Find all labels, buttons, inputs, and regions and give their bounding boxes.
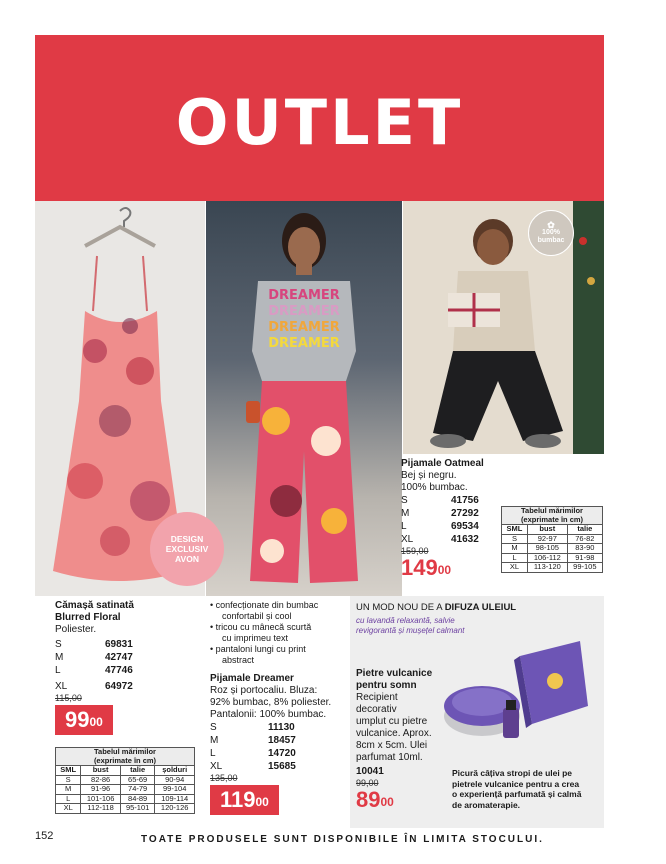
product-photo-dreamer-pajamas	[206, 201, 402, 596]
product-photo-volcanic-stones	[440, 636, 590, 761]
product-description: Bej și negru. 100% bumbac.	[401, 470, 468, 493]
badge-line: bumbac	[537, 237, 565, 244]
badge-line: EXCLUSIV	[165, 544, 209, 554]
design-exclusive-badge	[150, 512, 224, 586]
code-row: S 69831	[55, 639, 133, 650]
svg-text:DREAMER: DREAMER	[268, 320, 340, 335]
product-title: Pietre vulcanice pentru somn	[356, 668, 433, 691]
product-title: Cămașă satinată Blurred Floral	[55, 600, 134, 623]
banner-title: OUTLET	[175, 85, 464, 159]
old-price: 115,00	[55, 693, 82, 703]
price-tag: $99^{00}$	[55, 705, 113, 735]
svg-text:DREAMER: DREAMER	[268, 288, 340, 303]
list-item: • tricou cu mânecă scurtă	[210, 622, 312, 632]
badge-line: 100%	[542, 229, 560, 236]
cotton-badge	[528, 210, 574, 256]
product-oatmeal	[401, 458, 601, 580]
list-item: • confecționate din bumbac	[210, 600, 319, 610]
price-tag: $89^{00}$	[356, 787, 394, 812]
price-tag: $119^{00}$	[210, 785, 279, 815]
product-blurred-floral	[55, 600, 195, 814]
code-row: S 11130	[210, 722, 295, 733]
product-title: Pijamale Dreamer	[210, 673, 294, 684]
footer-note: TOATE PRODUSELE SUNT DISPONIBILE ÎN LIMITA STOCULUI.	[141, 834, 544, 845]
code-row: L 69534	[401, 521, 479, 532]
svg-text:DREAMER: DREAMER	[268, 304, 340, 319]
product-codes	[210, 721, 350, 773]
product-title: Pijamale Oatmeal	[401, 458, 484, 469]
code-row: XL 15685	[210, 761, 296, 772]
size-table: Tabelul mărimilor (exprimate în cm) SML bust talie S 92-97 76-82 M 98-105 83-90 L 106-112 91-98 XL 113-120 99-105	[501, 506, 603, 573]
svg-text:DREAMER: DREAMER	[268, 336, 340, 351]
old-price: 159,00	[401, 546, 429, 556]
list-item: • pantaloni lungi cu print	[210, 644, 306, 654]
product-photo-oatmeal-pajamas	[403, 201, 604, 454]
price-tag: $149^{00}$	[401, 555, 452, 580]
diffuser-tagline: cu lavandă relaxantă, salvie revigorantă și mușețel calmant	[356, 616, 465, 635]
badge-line: AVON	[175, 554, 199, 564]
old-price: 135,00	[210, 773, 238, 783]
code-row: L 14720	[210, 748, 296, 759]
product-dreamer	[210, 600, 350, 815]
product-description: Poliester.	[55, 624, 97, 635]
product-description: Roz și portocaliu. Bluza: 92% bumbac, 8% poliester. Pantalonii: 100% bumbac.	[210, 685, 332, 720]
list-item: cu imprimeu text	[222, 633, 289, 643]
code-row: M 18457	[210, 735, 296, 746]
code-row: XL 64972	[55, 681, 133, 692]
size-table: Tabelul mărimilor (exprimate în cm) SML bust talie șolduri S 82-86 65-69 90-94 M 91-96 74-79 99-104 L 101-106 84-89 109-114 XL 112-118 95-101 120-126	[55, 747, 195, 814]
old-price: 99,00	[356, 778, 379, 788]
list-item: abstract	[222, 655, 255, 665]
code-row: M 42747	[55, 652, 133, 663]
list-item: confortabil și cool	[222, 611, 292, 621]
cotton-icon: ✿	[547, 220, 555, 230]
badge-line: DESIGN	[170, 534, 204, 544]
page-number: 152	[35, 830, 54, 842]
diffuser-heading: UN MOD NOU DE A DIFUZA ULEIUL	[356, 602, 517, 613]
code-row: M 27292	[401, 508, 479, 519]
product-description: Recipient decorativ umplut cu pietre vulcanice. Aprox. 8cm x 5cm. Ulei parfumat 10ml.	[356, 692, 432, 763]
code-row: L 47746	[55, 665, 133, 676]
feature-list	[210, 600, 350, 666]
product-codes	[55, 638, 195, 693]
outlet-banner	[35, 35, 604, 201]
product-volcanic-stones	[356, 668, 446, 812]
product-code: 10041	[356, 766, 384, 777]
code-row: XL 41632	[401, 534, 479, 545]
code-row: S 41756	[401, 495, 479, 506]
usage-hint: Picură câțiva stropi de ulei pe pietrele vulcanice pentru a crea o experiență parfumată și calmă de aromaterapie.	[452, 768, 582, 810]
